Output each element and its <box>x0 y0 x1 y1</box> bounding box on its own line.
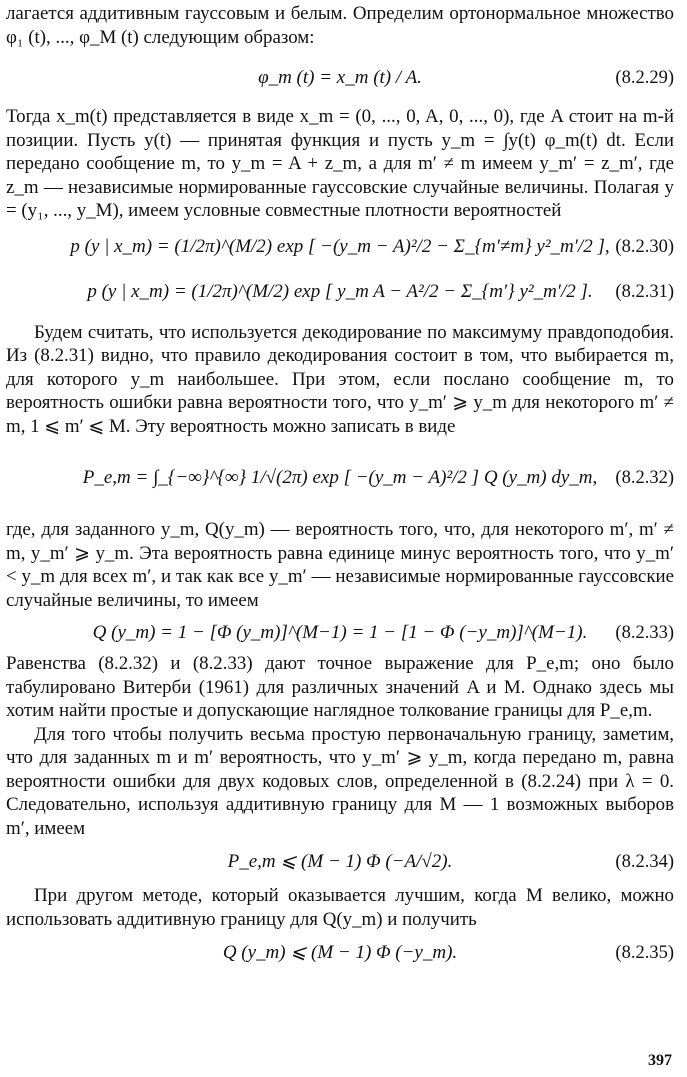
equation-8-2-33 <box>6 616 674 650</box>
paragraph-6 <box>6 723 674 841</box>
equation-formula: p (y | x_m) = (1/2π)^(M/2) exp [ −(y_m − A)²/2 − Σ_{m′≠m} y²_m′/2 ], <box>70 235 610 257</box>
equation-formula: P_e,m = ∫_{−∞}^{∞} 1/√(2π) exp [ −(y_m − A)²/2 ] Q (y_m) dy_m, <box>82 467 598 488</box>
equation-formula: P_e,m ⩽ (M − 1) Φ (−A/√2). <box>227 851 453 872</box>
paragraph-7-text: При другом методе, который оказывается лучшим, когда M велико, можно использовать аддитивную границу для Q(y_m) и получить <box>6 885 674 930</box>
equation-number: (8.2.29) <box>615 68 674 88</box>
paragraph-1-text: лагается аддитивным гауссовым и белым. Определим ортонормальное множество φ₁ (t), ..., φ_M (t) следующим образом: <box>6 3 674 48</box>
equation-number: (8.2.31) <box>615 281 674 302</box>
paragraph-7 <box>6 884 674 931</box>
paragraph-2 <box>6 105 674 223</box>
equation-number: (8.2.30) <box>615 236 674 257</box>
paragraph-2-text: Тогда x_m(t) представляется в виде x_m = (0, ..., 0, A, 0, ..., 0), где A стоит на m-й позиции. Пусть y(t) — принятая функция и пусть y_m = ∫y(t) φ_m(t) dt. Если передано сообщение m, то y_m = A + z_m, а для m′ ≠ m имеем y_m′ = z_m′, где z_m — независимые нормированные гауссовские случайные величины. Полагая y = (y₁, ..., y_M), имеем условные совместные плотности вероятностей <box>6 106 674 221</box>
equation-8-2-30 <box>6 225 674 269</box>
paragraph-5-text: Равенства (8.2.32) и (8.2.33) дают точное выражение для P_e,m; оно было табулировано Витерби (1961) для различных значений A и M. Однако здесь мы хотим найти простые и допускающие наглядное толкование границы для P_e,m. <box>6 653 674 721</box>
equation-8-2-29 <box>6 53 674 103</box>
equation-number: (8.2.35) <box>615 943 674 963</box>
equation-8-2-31 <box>6 269 674 315</box>
equation-number: (8.2.32) <box>615 468 674 488</box>
page-number: 397 <box>648 1052 672 1069</box>
paragraph-3-text: Будем считать, что используется декодирование по максимуму правдоподобия. Из (8.2.31) видно, что правило декодирования состоит в том, что выбирается m, для которого y_m наибольшее. При этом, если послано сообщение m, то вероятность ошибки равна вероятности того, что y_m′ ⩾ y_m для некоторого m′ ≠ m, 1 ⩽ m′ ⩽ M. Эту вероятность можно записать в виде <box>6 321 674 437</box>
equation-formula: p (y | x_m) = (1/2π)^(M/2) exp [ y_m A − A²/2 − Σ_{m′} y²_m′/2 ]. <box>87 280 593 302</box>
paragraph-3 <box>6 321 674 439</box>
equation-formula: Q (y_m) = 1 − [Φ (y_m)]^(M−1) = 1 − [1 − Φ (−y_m)]^(M−1). <box>92 622 588 643</box>
paragraph-5 <box>6 652 674 723</box>
paragraph-6-text: Для того чтобы получить весьма простую первоначальную границу, заметим, что для заданных m и m′ вероятность, что y_m′ ⩾ y_m, когда передано m, равна вероятности ошибки для двух кодовых слов, определенной в (8.2.24) при λ = 0. Следовательно, используя аддитивную границу для M — 1 возможных выборов m′, имеем <box>6 723 674 839</box>
equation-number: (8.2.34) <box>615 852 674 872</box>
paragraph-1 <box>6 2 674 49</box>
book-page <box>6 2 674 1072</box>
equation-formula: Q (y_m) ⩽ (M − 1) Φ (−y_m). <box>222 942 458 963</box>
paragraph-4 <box>6 518 674 612</box>
equation-8-2-32 <box>6 442 674 514</box>
paragraph-4-text: где, для заданного y_m, Q(y_m) — вероятность того, что, для некоторого m′, m′ ≠ m, y_m′ ⩾ y_m. Эта вероятность равна единице минус вероятность того, что y_m′ < y_m для всех m′, и так как все y_m′ — независимые нормированные гауссовские случайные величины, то имеем <box>6 519 674 611</box>
equation-8-2-35 <box>6 935 674 971</box>
equation-number: (8.2.33) <box>615 623 674 643</box>
equation-formula: φ_m (t) = x_m (t) / A. <box>258 67 422 88</box>
equation-8-2-34 <box>6 844 674 880</box>
